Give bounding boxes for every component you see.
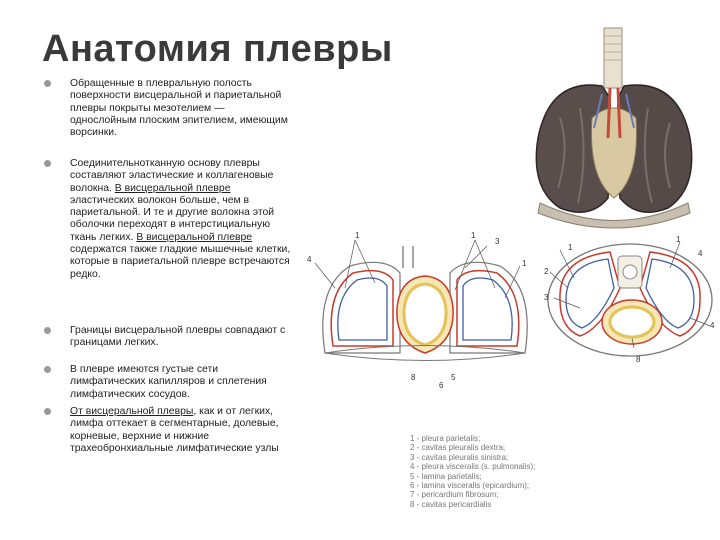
legend-item: 1 - pleura parietalis; — [410, 434, 481, 443]
frontal-section-diagram — [305, 228, 545, 390]
bullet-text-segment: Соединительнотканную основу плевры составляют эластические и коллагеновые волокна. — [70, 158, 274, 194]
underlined-text: От висцеральной плевры — [70, 406, 194, 417]
bullet-text — [70, 78, 292, 139]
bullet-text — [70, 325, 292, 350]
underlined-text: В висцеральной плевре — [136, 231, 253, 243]
label-number: 1 — [355, 231, 360, 240]
bullet-dot-icon — [44, 408, 51, 415]
transverse-section-diagram — [540, 228, 720, 368]
label-number: 1 — [471, 231, 476, 240]
bullet-text — [70, 364, 292, 401]
legend-item: 5 - lamina parietalis; — [410, 471, 482, 481]
label-number: 2 — [544, 267, 549, 276]
legend-item: 3 - cavitas pleuralis sinistra; — [410, 452, 509, 462]
bullet-text-segment: , как и от легких, лимфа оттекает в сегментарные, долевые, корневые, верхние и нижние трахеобронхиальные лимфатические узлы — [70, 406, 279, 454]
label-number: 8 — [636, 355, 641, 364]
label-number: 8 — [411, 373, 416, 382]
bullet-text — [70, 406, 292, 455]
label-number: 3 — [544, 293, 549, 302]
label-number: 1 — [522, 259, 527, 268]
bullet-text-segment: эластических волокон больше, чем в париетальной. И те и другие волокна этой оболочки переходят в интерстициальную ткань легких. — [70, 194, 275, 243]
label-number: 4 — [307, 255, 312, 264]
legend-item: 4 - pleura visceralis (s. pulmonalis); — [410, 462, 536, 472]
legend-item: 2 - cavitas pleuralis dextra; — [410, 443, 506, 453]
label-number: 5 — [451, 373, 456, 382]
legend-item: 7 - pericardium fibrosum; — [410, 490, 499, 500]
bullet-text-segment: Границы висцеральной плевры совпадают с границами легких. — [70, 325, 286, 349]
slide-title: Анатомия плевры — [42, 28, 393, 70]
figure-legend — [410, 434, 585, 509]
legend-item: 8 - cavitas pericardialis — [410, 499, 492, 509]
bullet-dot-icon — [44, 80, 51, 87]
bullet-text-segment: содержатся также гладкие мышечные клетки, которые в париетальной плевре встречаются редко. — [70, 244, 291, 280]
label-number: 6 — [439, 381, 444, 390]
lungs-illustration — [530, 28, 700, 238]
bullet-dot-icon — [44, 366, 51, 373]
legend-item: 6 - lamina visceralis (epicardium); — [410, 481, 530, 491]
label-number: 4 — [698, 249, 703, 258]
label-number: 1 — [568, 243, 573, 252]
label-number: 3 — [495, 237, 500, 246]
bullet-text — [70, 158, 292, 281]
bullet-text-segment: В плевре имеются густые сети лимфатических капилляров и сплетения лимфатических сосудов. — [70, 364, 267, 400]
bullet-dot-icon — [44, 160, 51, 167]
bullet-dot-icon — [44, 327, 51, 334]
label-number: 4 — [710, 321, 715, 330]
bullet-text-segment: Обращенные в плевральную полость поверхности висцеральной и париетальной плевры покрыты мезотелием — однослойным плоским эпителием, имеющим ворсинки. — [70, 78, 288, 139]
underlined-text: В висцеральной плевре — [114, 182, 231, 194]
label-number: 1 — [676, 235, 681, 244]
